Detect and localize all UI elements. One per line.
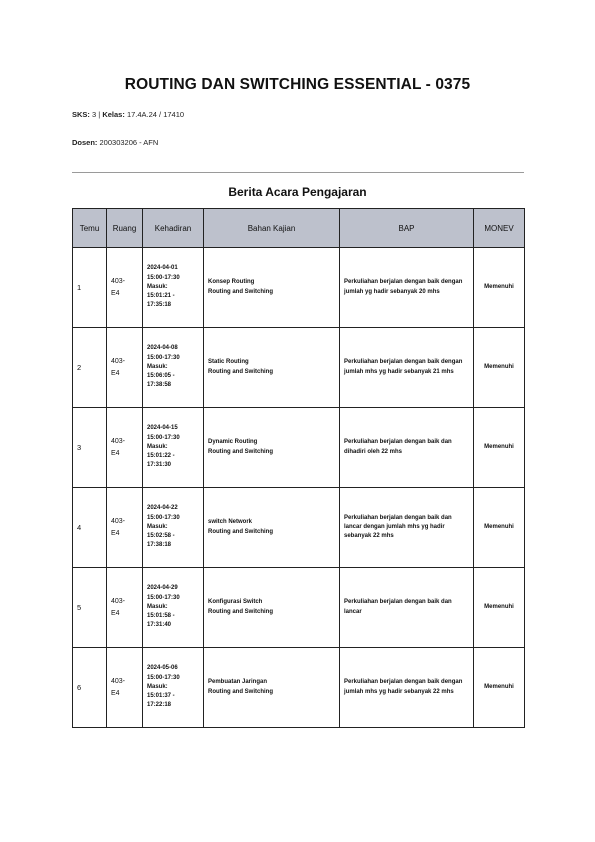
- bap-text: Perkuliahan berjalan dengan baik dengan jumlah yg hadir sebanyak 20 mhs: [344, 279, 463, 295]
- column-header-bap: BAP: [340, 209, 474, 248]
- kehadiran-line: 17:31:40: [147, 622, 172, 629]
- page-title: ROUTING DAN SWITCHING ESSENTIAL - 0375: [124, 76, 471, 93]
- dosen-value: 200303206 - AFN: [99, 138, 159, 147]
- teaching-report-table: [72, 208, 525, 728]
- kehadiran-line: 2024-04-08: [147, 345, 178, 352]
- bahan-line: switch Network: [208, 519, 253, 526]
- kelas-value: 17.4A.24 / 17410: [126, 110, 185, 119]
- cell-bap: [340, 248, 474, 328]
- cell-bap: [340, 648, 474, 728]
- ruang-line: 403-: [111, 278, 126, 286]
- bap-text: Perkuliahan berjalan dengan baik dan lancar dengan jumlah mhs yg hadir sebanyak 22 mhs: [344, 514, 452, 540]
- ruang-line: 403-: [111, 438, 126, 446]
- cell-monev: Memenuhi: [474, 568, 525, 648]
- cell-bahan-kajian: [204, 648, 340, 728]
- bahan-line: Routing and Switching: [208, 448, 273, 455]
- bahan-line: Routing and Switching: [208, 688, 273, 695]
- column-header-ruang: Ruang: [107, 209, 143, 248]
- cell-monev: Memenuhi: [474, 328, 525, 408]
- course-info: [72, 110, 184, 119]
- sks-label: SKS:: [72, 110, 90, 119]
- kehadiran-line: 17:22:18: [147, 702, 172, 709]
- cell-kehadiran: [143, 568, 204, 648]
- kehadiran-line: 15:00-17:30: [147, 594, 180, 601]
- cell-bap: [340, 408, 474, 488]
- kehadiran-line: 15:00-17:30: [147, 274, 180, 281]
- bahan-line: Pembuatan Jaringan: [208, 679, 268, 686]
- kehadiran-line: 17:38:58: [147, 382, 172, 389]
- table-row: [73, 248, 525, 328]
- kehadiran-line: 17:35:18: [147, 302, 172, 309]
- kehadiran-line: 2024-04-22: [147, 505, 178, 512]
- table-header-row: [73, 209, 525, 248]
- section-title: Berita Acara Pengajaran: [228, 185, 367, 199]
- cell-kehadiran: [143, 328, 204, 408]
- cell-temu: 5: [73, 568, 107, 648]
- kehadiran-line: 2024-05-06: [147, 665, 178, 672]
- bahan-line: Static Routing: [208, 359, 249, 366]
- ruang-line: E4: [111, 289, 120, 297]
- ruang-line: 403-: [111, 678, 126, 686]
- table-row: [73, 328, 525, 408]
- bahan-line: Dynamic Routing: [208, 439, 258, 446]
- cell-bahan-kajian: [204, 488, 340, 568]
- bap-text: Perkuliahan berjalan dengan baik dan lancar: [344, 599, 452, 615]
- bahan-line: Routing and Switching: [208, 288, 273, 295]
- column-header-monev: MONEV: [474, 209, 525, 248]
- table-row: [73, 488, 525, 568]
- ruang-line: 403-: [111, 518, 126, 526]
- cell-monev: Memenuhi: [474, 488, 525, 568]
- cell-ruang: [107, 488, 143, 568]
- cell-monev: Memenuhi: [474, 648, 525, 728]
- kehadiran-line: 15:02:58 -: [147, 533, 175, 540]
- kehadiran-line: 15:00-17:30: [147, 514, 180, 521]
- bap-text: Perkuliahan berjalan dengan baik dengan jumlah mhs yg hadir sebanyak 21 mhs: [344, 359, 463, 375]
- cell-bahan-kajian: [204, 248, 340, 328]
- cell-kehadiran: [143, 648, 204, 728]
- kehadiran-line: 15:00-17:30: [147, 434, 180, 441]
- column-header-kehadiran: Kehadiran: [143, 209, 204, 248]
- cell-kehadiran: [143, 488, 204, 568]
- cell-temu: 2: [73, 328, 107, 408]
- table-row: [73, 648, 525, 728]
- ruang-line: 403-: [111, 358, 126, 366]
- table-row: [73, 568, 525, 648]
- kehadiran-line: 15:01:21 -: [147, 293, 175, 300]
- bahan-line: Routing and Switching: [208, 528, 273, 535]
- cell-temu: 3: [73, 408, 107, 488]
- cell-kehadiran: [143, 248, 204, 328]
- kehadiran-line: 15:06:05 -: [147, 373, 175, 380]
- cell-bap: [340, 568, 474, 648]
- cell-ruang: [107, 648, 143, 728]
- separator: |: [98, 110, 101, 119]
- cell-bahan-kajian: [204, 408, 340, 488]
- kehadiran-line: Masuk:: [147, 363, 168, 370]
- ruang-line: 403-: [111, 598, 126, 606]
- bap-text: Perkuliahan berjalan dengan baik dan dihadiri oleh 22 mhs: [344, 439, 452, 455]
- cell-monev: Memenuhi: [474, 408, 525, 488]
- dosen-label: Dosen:: [72, 138, 98, 147]
- cell-bap: [340, 488, 474, 568]
- column-header-bahan-kajian: Bahan Kajian: [204, 209, 340, 248]
- bahan-line: Routing and Switching: [208, 608, 273, 615]
- kehadiran-line: 2024-04-29: [147, 585, 178, 592]
- cell-kehadiran: [143, 408, 204, 488]
- kehadiran-line: 15:01:37 -: [147, 693, 175, 700]
- kehadiran-line: 17:31:30: [147, 462, 172, 469]
- ruang-line: E4: [111, 369, 120, 377]
- kehadiran-line: 15:01:58 -: [147, 613, 175, 620]
- bahan-line: Konfigurasi Switch: [208, 599, 263, 606]
- sks-value: 3: [92, 110, 97, 119]
- kehadiran-line: 17:38:18: [147, 542, 172, 549]
- cell-temu: 6: [73, 648, 107, 728]
- cell-temu: 4: [73, 488, 107, 568]
- cell-monev: Memenuhi: [474, 248, 525, 328]
- cell-ruang: [107, 328, 143, 408]
- ruang-line: E4: [111, 529, 120, 537]
- kehadiran-line: Masuk:: [147, 683, 168, 690]
- kehadiran-line: Masuk:: [147, 523, 168, 530]
- bap-text: Perkuliahan berjalan dengan baik dengan jumlah mhs yg hadir sebanyak 22 mhs: [344, 679, 463, 695]
- bahan-line: Konsep Routing: [208, 279, 255, 286]
- kehadiran-line: 15:00-17:30: [147, 354, 180, 361]
- ruang-line: E4: [111, 689, 120, 697]
- kehadiran-line: 2024-04-15: [147, 425, 178, 432]
- table-row: [73, 408, 525, 488]
- column-header-temu: Temu: [73, 209, 107, 248]
- divider: [72, 172, 524, 173]
- kehadiran-line: 2024-04-01: [147, 265, 178, 272]
- kehadiran-line: Masuk:: [147, 443, 168, 450]
- kelas-label: Kelas:: [102, 110, 125, 119]
- ruang-line: E4: [111, 609, 120, 617]
- bahan-line: Routing and Switching: [208, 368, 273, 375]
- cell-bahan-kajian: [204, 328, 340, 408]
- lecturer-info: [72, 138, 158, 147]
- kehadiran-line: 15:00-17:30: [147, 674, 180, 681]
- cell-bahan-kajian: [204, 568, 340, 648]
- cell-ruang: [107, 568, 143, 648]
- cell-temu: 1: [73, 248, 107, 328]
- kehadiran-line: Masuk:: [147, 283, 168, 290]
- kehadiran-line: Masuk:: [147, 603, 168, 610]
- cell-ruang: [107, 248, 143, 328]
- cell-bap: [340, 328, 474, 408]
- cell-ruang: [107, 408, 143, 488]
- kehadiran-line: 15:01:22 -: [147, 453, 175, 460]
- ruang-line: E4: [111, 449, 120, 457]
